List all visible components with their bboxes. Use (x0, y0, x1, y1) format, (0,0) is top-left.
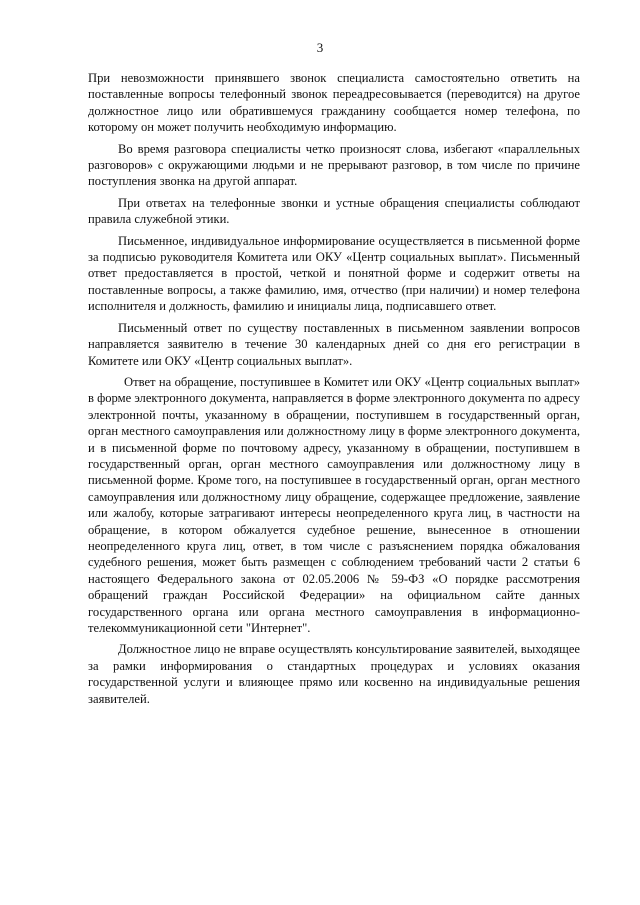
page-number: 3 (316, 40, 324, 55)
paragraph-conversation-rules: Во время разговора специалисты четко произносят слова, избегают «параллельных разговоров» с окружающими людьми и не прерывают разговор, в том числе по причине поступления звонка на другой аппарат. (88, 141, 580, 189)
paragraph-electronic-response: Ответ на обращение, поступившее в Комитет или ОКУ «Центр социальных выплат» в форме электронного документа, направляется в форме электронного документа по адресу электронной почты, указанному в обращении, поступившем в государственный орган, орган местного самоуправления или должностному лицу в форме электронного документа, и в письменной форме по почтовому адресу, указанному в обращении, поступившем в государственный орган, орган местного самоуправления или должностному лицу в письменной форме. Кроме того, на поступившее в государственный орган, орган местного самоуправления или должностному лицу обращение, содержащее предложение, заявление или жалобу, которые затрагивают интересы неопределенного круга лиц, в частности на обращение, в котором обжалуется судебное решение, вынесенное в отношении неопределенного круга лиц, ответ, в том числе с разъяснением порядка обжалования судебного решения, может быть размещен с соблюдением требований части 2 статьи 6 настоящего Федерального закона от 02.05.2006 № 59-ФЗ «О порядке рассмотрения обращений граждан Российской Федерации» на официальном сайте данных государственного органа или органа местного самоуправления в информационно-телекоммуникационной сети "Интернет". (88, 374, 581, 635)
paragraph-consulting-limits: Должностное лицо не вправе осуществлять консультирование заявителей, выходящее за рамки информирования о стандартных процедурах и условиях оказания государственной услуги и влияющее прямо или косвенно на индивидуальные решения заявителей. (88, 642, 580, 706)
paragraph-written-response-deadline: Письменный ответ по существу поставленных в письменном заявлении вопросов направляется заявителю в течение 30 календарных дней со дня его регистрации в Комитете или ОКУ «Центр социальных выплат». (88, 320, 580, 368)
paragraph-service-ethics: При ответах на телефонные звонки и устные обращения специалисты соблюдают правила служебной этики. (88, 195, 580, 227)
paragraph-written-informing: Письменное, индивидуальное информирование осуществляется в письменной форме за подписью руководителя Комитета или ОКУ «Центр социальных выплат». Письменный ответ предоставляется в простой, четкой и понятной форме и содержит ответы на поставленные вопросы, а также фамилию, имя, отчество (при наличии) и номер телефона исполнителя и должность, фамилию и инициалы лица, подписавшего ответ. (88, 233, 580, 314)
paragraph-phone-redirect: При невозможности принявшего звонок специалиста самостоятельно ответить на поставленные вопросы телефонный звонок переадресовывается (переводится) на другое должностное лицо или обратившемуся гражданину сообщается номер телефона, по которому он может получить необходимую информацию. (88, 71, 580, 135)
document-body (88, 70, 580, 707)
